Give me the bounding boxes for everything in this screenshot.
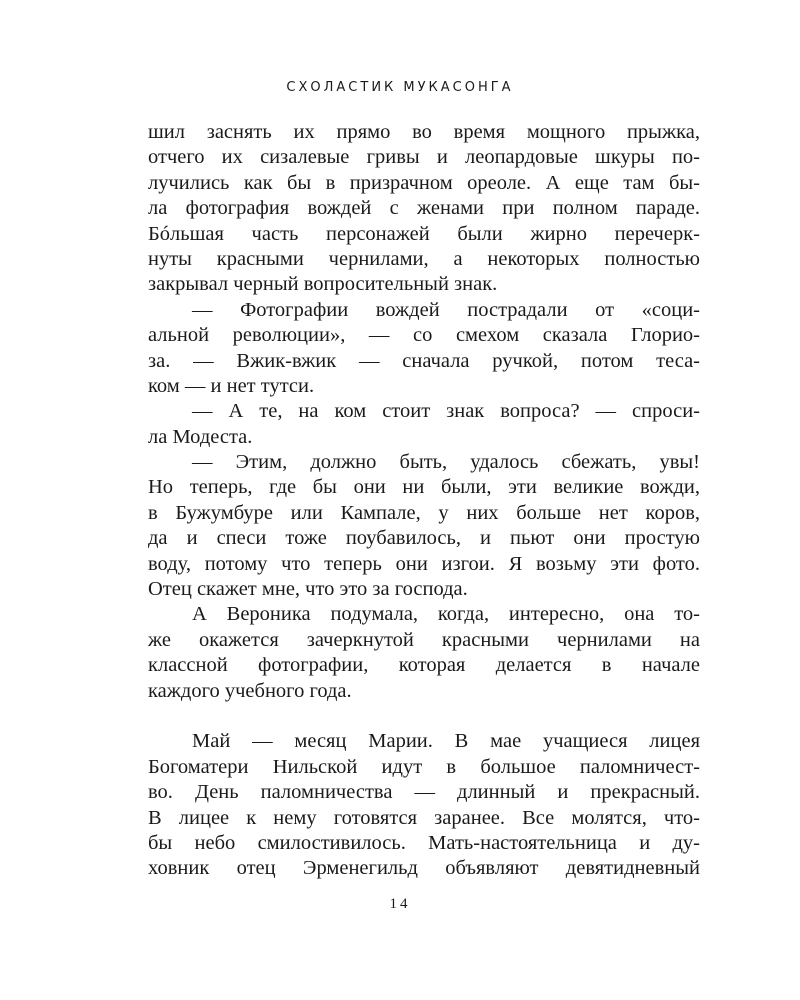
text-line: Бóльшая часть персонажей были жирно перечерк- [148, 222, 700, 245]
text-line: во. День паломничества — длинный и прекрасный. [148, 781, 700, 804]
text-line: — Этим, должно быть, удалось сбежать, увы! [192, 451, 700, 474]
text-line: Богоматери Нильской идут в большое паломничест- [148, 755, 700, 778]
text-line: шил заснять их прямо во время мощного прыжка, [148, 121, 700, 143]
text-line: ховник отец Эрменегильд объявляют девятидневный [148, 857, 700, 880]
text-line: да и спеси тоже поубавилось, и пьют они простую [148, 527, 700, 550]
text-line: — Фотографии вождей пострадали от «соци- [192, 298, 700, 321]
text-line: — А те, на ком стоит знак вопроса? — спроси- [192, 400, 700, 423]
text-line: отчего их сизалевые гривы и леопардовые шкуры по- [148, 146, 700, 169]
text-line: лучились как бы в призрачном ореоле. А еще там бы- [148, 171, 700, 194]
text-line: за. — Вжик-вжик — сначала ручкой, потом теса- [148, 349, 700, 372]
text-line: нуты красными чернилами, а некоторых полностью [148, 247, 700, 270]
text-line: ком — и нет тутси. [148, 374, 315, 397]
text-line: воду, потому что теперь они изгои. Я возьму эти фото. [148, 552, 700, 575]
text-line: закрывал черный вопросительный знак. [148, 273, 498, 296]
text-line: Но теперь, где бы они ни были, эти великие вожди, [148, 476, 700, 499]
text-line: же окажется зачеркнутой красными чернилами на [148, 628, 700, 651]
text-line: классной фотографии, которая делается в начале [148, 654, 700, 677]
text-line: бы небо смилостивилось. Мать-настоятельница и ду- [148, 831, 700, 854]
page-number: 14 [389, 896, 411, 912]
text-line: ла Модеста. [148, 425, 253, 448]
text-line: ла фотография вождей с женами при полном параде. [148, 197, 700, 220]
text-line: альной революции», — со смехом сказала Глорио- [148, 324, 700, 347]
text-line: В лицее к нему готовятся заранее. Все молятся, что- [148, 806, 700, 829]
running-head: СХОЛАСТИК МУКАСОНГА [286, 80, 514, 95]
text-line: Май — месяц Марии. В мае учащиеся лицея [192, 730, 700, 753]
text-line: в Бужумбуре или Кампале, у них больше нет коров, [148, 501, 700, 524]
text-line: Отец скажет мне, что это за господа. [148, 578, 468, 601]
body-text [148, 120, 700, 882]
text-line: А Вероника подумала, когда, интересно, она то- [192, 603, 700, 626]
section-break [148, 704, 700, 729]
text-line: каждого учебного года. [148, 679, 352, 702]
